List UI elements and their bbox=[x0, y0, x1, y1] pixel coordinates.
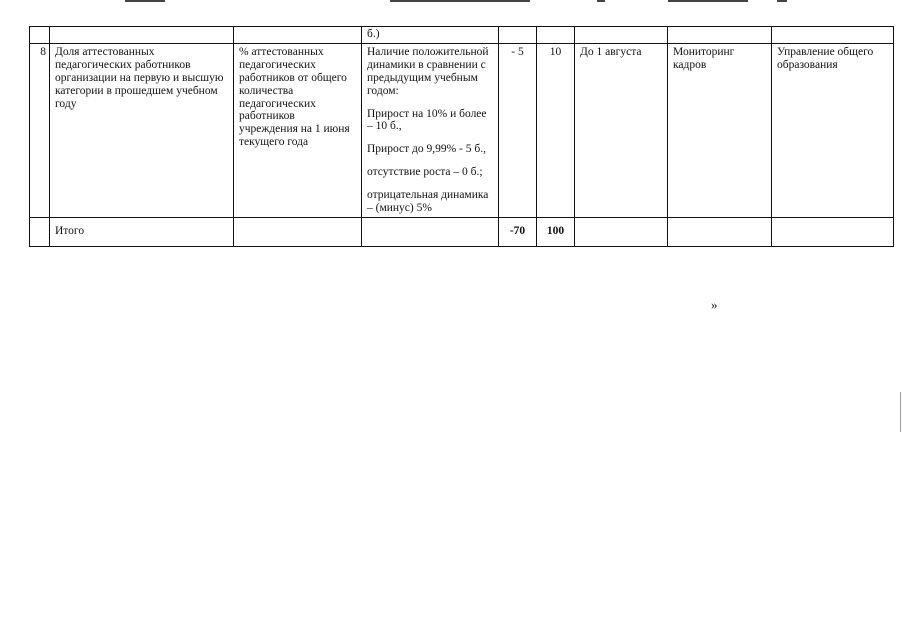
scan-artifact-line bbox=[597, 0, 605, 2]
cell-empty bbox=[575, 27, 668, 44]
total-min-score: -70 bbox=[499, 217, 537, 246]
scan-artifact-line bbox=[125, 0, 165, 2]
cell-empty bbox=[362, 217, 499, 246]
cell-empty bbox=[30, 217, 50, 246]
row-number: 8 bbox=[30, 44, 50, 218]
cell-empty bbox=[772, 27, 894, 44]
indicator-cell: Доля аттестованных педагогических работников организации на первую и высшую категории в прошедшем учебном году bbox=[50, 44, 234, 218]
scan-artifact-line bbox=[390, 0, 530, 2]
deadline-cell: До 1 августа bbox=[575, 44, 668, 218]
max-score-cell: 10 bbox=[537, 44, 575, 218]
cell-empty bbox=[234, 217, 362, 246]
cell-empty bbox=[50, 27, 234, 44]
criteria-line: Прирост до 9,99% - 5 б., bbox=[367, 143, 486, 156]
criteria-line: отсутствие роста – 0 б.; bbox=[367, 166, 483, 179]
cell-empty bbox=[537, 27, 575, 44]
source-cell: Мониторинг кадров bbox=[668, 44, 772, 218]
scan-edge-mark bbox=[900, 392, 901, 432]
criteria-table bbox=[29, 26, 894, 247]
cell-empty bbox=[668, 27, 772, 44]
cell-empty bbox=[575, 217, 668, 246]
scan-artifact-line bbox=[668, 0, 748, 2]
criteria-line: Прирост на 10% и более – 10 б., bbox=[367, 107, 487, 133]
criteria-line: отрицательная динамика – (минус) 5% bbox=[367, 189, 489, 214]
scan-artifact-line bbox=[777, 0, 787, 2]
cell-empty bbox=[499, 27, 537, 44]
criteria-line: Наличие положительной динамики в сравнении с предыдущим учебным годом: bbox=[367, 46, 489, 97]
criteria-cell bbox=[362, 44, 499, 218]
total-label: Итого bbox=[50, 217, 234, 246]
total-max-score: 100 bbox=[537, 217, 575, 246]
cell-empty bbox=[668, 217, 772, 246]
cell-empty bbox=[772, 217, 894, 246]
formula-cell: % аттестованных педагогических работников от общего количества педагогических работников учреждения на 1 июня текущего года bbox=[234, 44, 362, 218]
continuation-criteria-cell: б.) bbox=[362, 27, 499, 44]
table-row bbox=[30, 44, 894, 218]
responsible-cell: Управление общего образования bbox=[772, 44, 894, 218]
closing-quote: » bbox=[711, 297, 718, 312]
total-row bbox=[30, 217, 894, 246]
min-score-cell: - 5 bbox=[499, 44, 537, 218]
cell-empty bbox=[234, 27, 362, 44]
continuation-row bbox=[30, 27, 894, 44]
cell-empty bbox=[30, 27, 50, 44]
